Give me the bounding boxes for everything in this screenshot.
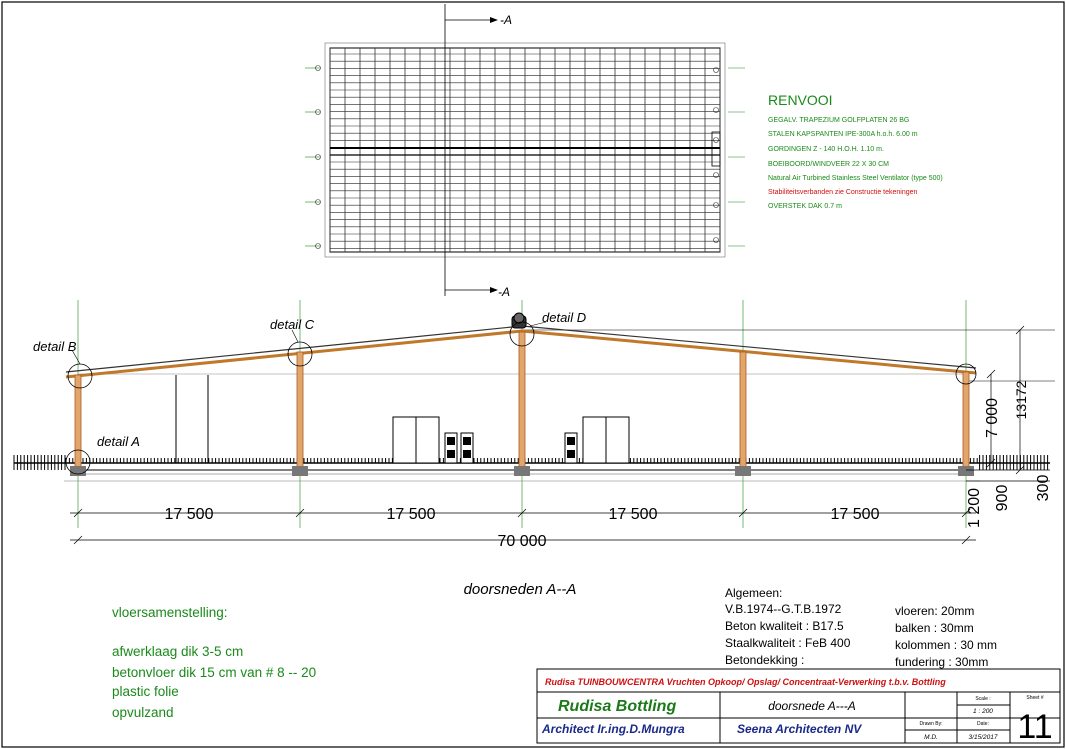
dim-300: 300	[1035, 474, 1052, 502]
section-arrowhead-top	[490, 17, 498, 23]
dim-7000: 7 000	[984, 397, 1001, 439]
sheet-border	[2, 2, 1064, 747]
tb-project: Rudisa TUINBOUWCENTRA Vruchten Opkoop/ Opslag/ Concentraat-Verwerking t.b.v. Bottling	[545, 677, 946, 687]
section-title: doorsneden A--A	[463, 581, 577, 598]
general-right: fundering : 30mm	[895, 655, 989, 669]
general-left: V.B.1974--G.T.B.1972	[725, 602, 842, 616]
general-notes	[725, 586, 997, 669]
dim-bay-2: 17 500	[386, 506, 436, 523]
tb-scale: 1 : 200	[973, 708, 993, 715]
column	[297, 352, 303, 467]
detail-label-d: detail D	[542, 310, 587, 325]
dim-bay-3: 17 500	[608, 506, 658, 523]
general-left: Betondekking :	[725, 653, 805, 667]
legend-item: Stabiliteitsverbanden zie Constructie tekeningen	[768, 189, 918, 196]
notes-line: opvulzand	[112, 705, 174, 720]
general-heading: Algemeen:	[725, 586, 783, 600]
footing	[735, 466, 751, 476]
legend-item: OVERSTEK DAK 0.7 m	[768, 203, 842, 210]
general-left: Staalkwaliteit : FeB 400	[725, 636, 851, 650]
dim-1200: 1 200	[966, 487, 983, 529]
dim-13172: 13172	[1013, 380, 1029, 420]
general-right: vloeren: 20mm	[895, 604, 975, 618]
detail-label-a: detail A	[97, 434, 140, 449]
dim-total: 70 000	[497, 533, 547, 550]
general-right: balken : 30mm	[895, 621, 974, 635]
column	[519, 332, 525, 467]
general-right: kolommen : 30 mm	[895, 638, 998, 652]
tb-scale-label: Scale :	[975, 696, 991, 702]
detail-label-c: detail C	[270, 317, 315, 332]
footing	[70, 466, 86, 476]
floor-notes	[112, 605, 316, 720]
column	[75, 375, 81, 467]
section-drawing	[14, 300, 1055, 598]
legend-item: BOEIBOORD/WINDVEER 22 X 30 CM	[768, 161, 889, 168]
legend	[768, 92, 943, 210]
grid-bubble	[714, 173, 719, 178]
tb-drawn: M.D.	[924, 734, 938, 741]
legend-item: GORDINGEN Z - 140 H.O.H. 1.10 m.	[768, 146, 884, 153]
footing	[958, 466, 974, 476]
legend-item: GEGALV. TRAPEZIUM GOLFPLATEN 26 BG	[768, 117, 910, 124]
tb-sheet: 11	[1017, 708, 1053, 746]
footing	[292, 466, 308, 476]
dim-bay-1: 17 500	[164, 506, 214, 523]
legend-item: Natural Air Turbined Stainless Steel Ventilator (type 500)	[768, 175, 943, 182]
dim-bay-4: 17 500	[830, 506, 880, 523]
notes-line: betonvloer dik 15 cm van # 8 -- 20	[112, 665, 317, 680]
tb-date: 3/15/2017	[968, 734, 998, 741]
section-mark-bottom: -A	[498, 285, 510, 299]
dim-900: 900	[994, 484, 1011, 512]
detail-label-b: detail B	[33, 339, 77, 354]
section-arrowhead-bottom	[490, 287, 498, 293]
notes-heading: vloersamenstelling:	[112, 605, 228, 620]
tb-drawn-label: Drawn By:	[919, 721, 943, 727]
notes-line: afwerklaag dik 3-5 cm	[112, 644, 244, 659]
roof-plan	[305, 4, 745, 299]
legend-item: STALEN KAPSPANTEN IPE-300A h.o.h. 6.00 m	[768, 131, 918, 138]
grid-bubble	[714, 238, 719, 243]
legend-title: RENVOOI	[768, 92, 833, 108]
tb-firm: Seena Architecten NV	[737, 722, 862, 736]
tb-drawing: doorsnede A---A	[768, 699, 856, 713]
column	[963, 372, 969, 467]
notes-line: plastic folie	[112, 684, 179, 699]
tb-date-label: Date:	[977, 721, 989, 727]
section-mark-top: -A	[500, 13, 512, 27]
ventilator	[512, 313, 526, 328]
general-left: Beton kwaliteit : B17.5	[725, 619, 844, 633]
tb-client: Rudisa Bottling	[558, 698, 677, 715]
tb-architect: Architect Ir.ing.D.Mungra	[542, 722, 685, 736]
tb-sheet-label: Sheet #	[1026, 695, 1044, 701]
footing	[514, 466, 530, 476]
grid-bubble	[714, 138, 719, 143]
column	[740, 352, 746, 467]
